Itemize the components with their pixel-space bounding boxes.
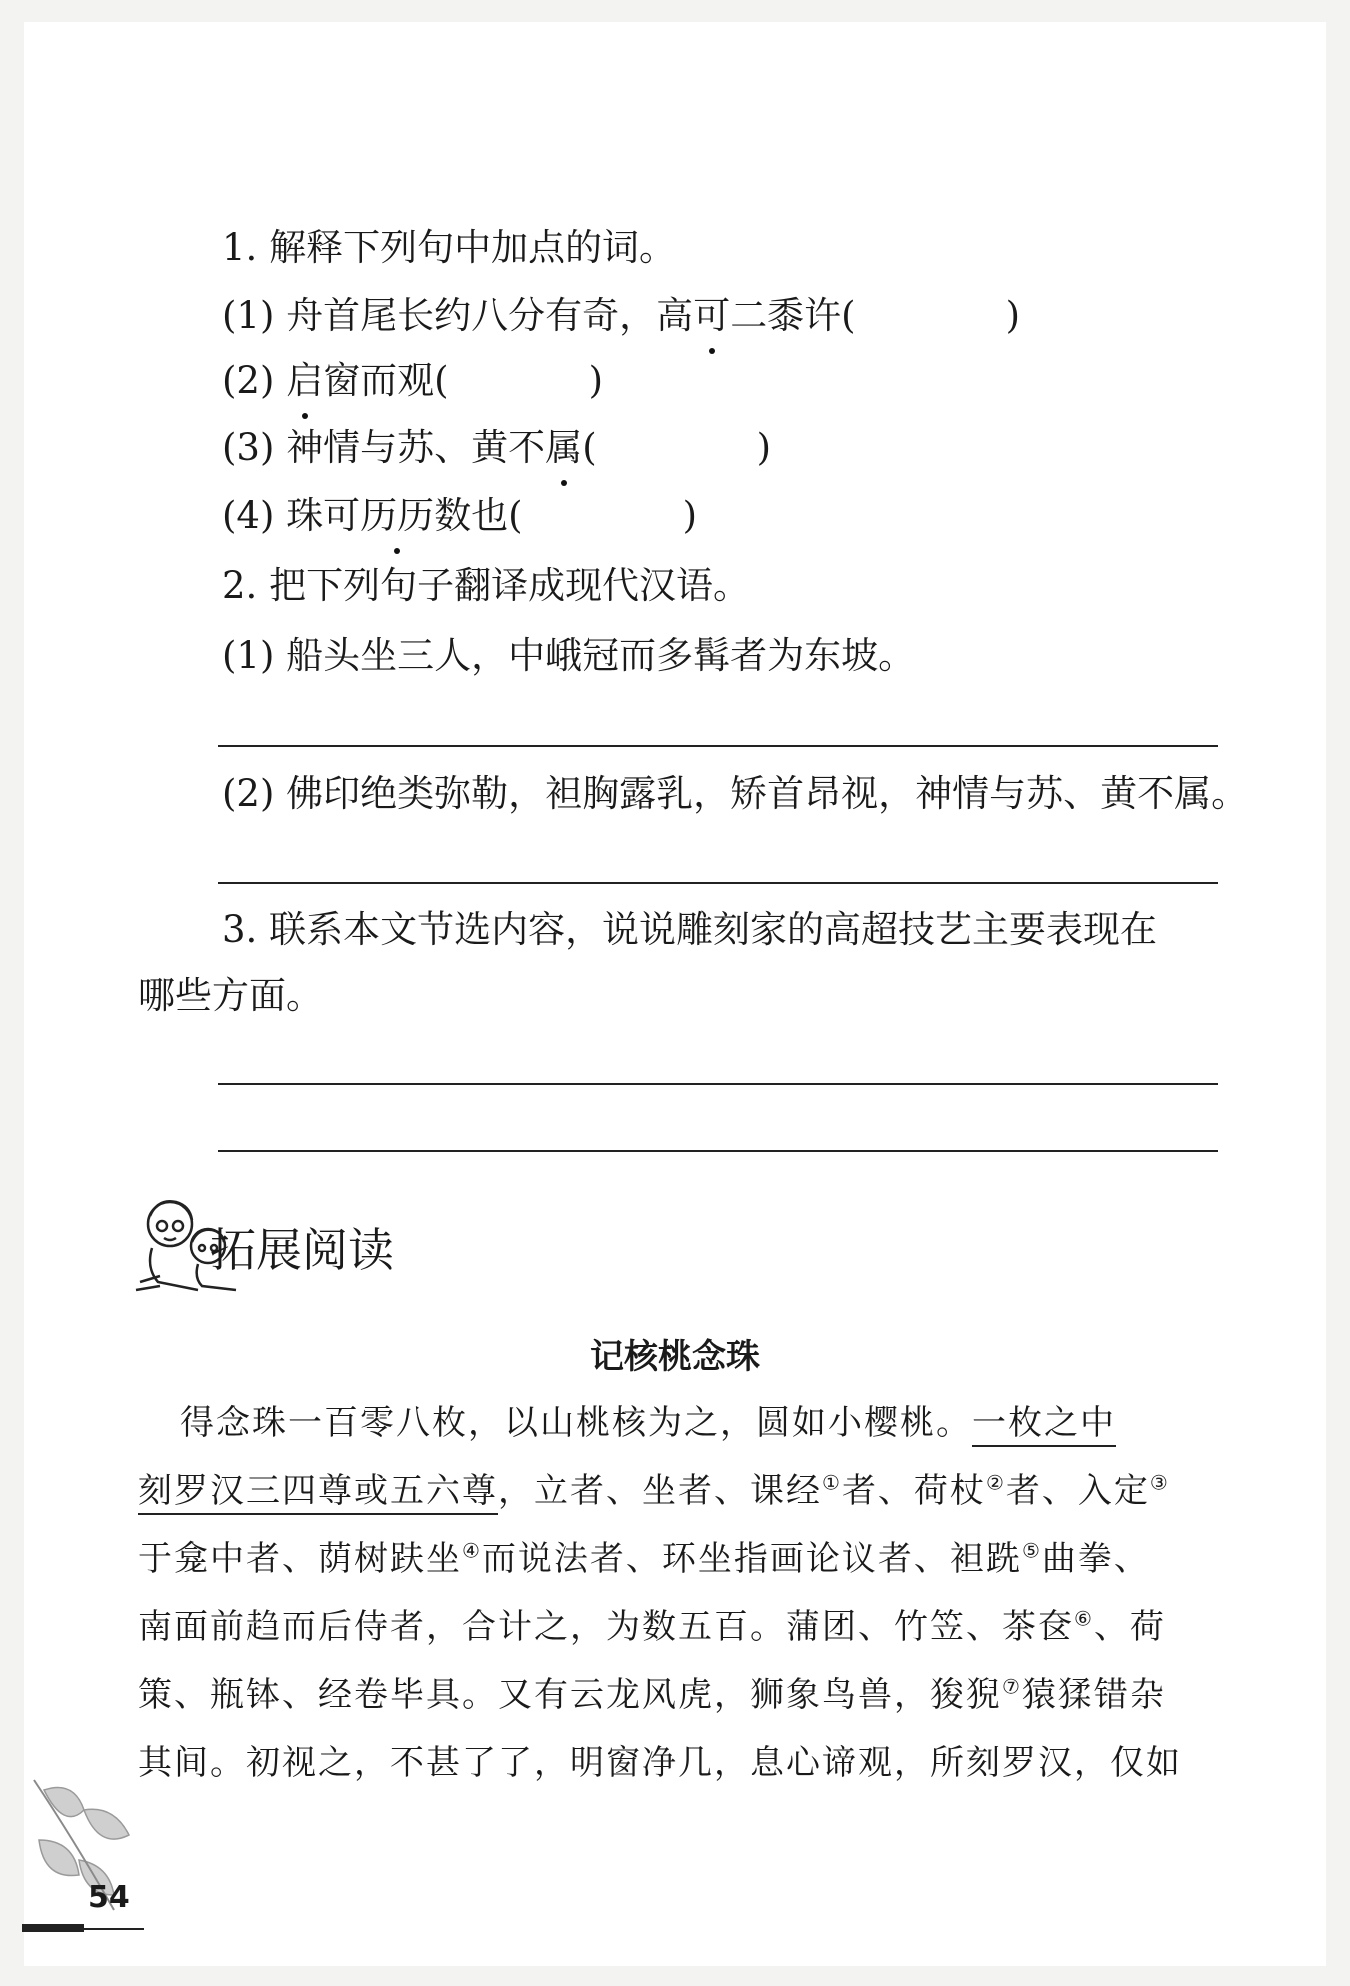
question-3-line-1: 3. 联系本文节选内容，说说雕刻家的高超技艺主要表现在	[222, 908, 1158, 951]
dotted-word: 属	[545, 422, 582, 474]
article-text: 而说法者、环坐指画论议者、袒跣	[481, 1539, 1022, 1579]
footnote-marker: ⑤	[1021, 1538, 1042, 1563]
underlined-text: 一枚之中	[972, 1403, 1116, 1447]
item-text-after: 窗而观(	[323, 359, 449, 402]
page-number-bar	[22, 1924, 84, 1932]
item-text-after: 二黍许(	[730, 294, 856, 337]
dotted-word: 启	[286, 355, 323, 407]
article-text: 于龛中者、荫树趺坐	[138, 1539, 462, 1579]
footnote-marker: ③	[1149, 1470, 1170, 1495]
item-number: (2)	[222, 359, 275, 402]
close-paren: )	[1005, 294, 1021, 337]
article-text: 者、荷杖	[841, 1471, 986, 1511]
question-3-line-2: 哪些方面。	[138, 974, 323, 1017]
close-paren: )	[682, 494, 698, 537]
article-text: 得念珠一百零八枚，以山桃核为之，圆如小樱桃。	[180, 1403, 972, 1443]
answer-line[interactable]	[218, 1150, 1218, 1152]
article-line	[138, 1534, 1218, 1584]
item-text-after: (	[582, 426, 597, 469]
article-text: 策、瓶钵、经卷毕具。又有云龙风虎，狮象鸟兽，狻猊	[138, 1675, 1002, 1715]
item-text: 神情与苏、黄不	[286, 426, 546, 469]
dotted-word: 历历	[360, 490, 434, 542]
item-number: (4)	[222, 494, 275, 537]
close-paren: )	[756, 426, 772, 469]
question-2-title: 2. 把下列句子翻译成现代汉语。	[222, 564, 751, 607]
article-text: 、荷	[1093, 1607, 1166, 1647]
item-text: 珠可	[286, 494, 361, 537]
article-line	[138, 1738, 1218, 1788]
article-text: 南面前趋而后侍者，合计之，为数五百。蒲团、竹笠、茶奁	[138, 1607, 1074, 1647]
answer-line[interactable]	[218, 882, 1218, 884]
article-text: 猿猱错杂	[1021, 1675, 1166, 1715]
question-1-item-3	[222, 422, 771, 474]
item-number: (3)	[222, 426, 275, 469]
article-text: 者、入定	[1005, 1471, 1150, 1511]
article-title: 记核桃念珠	[590, 1337, 760, 1377]
page-number: 54	[88, 1880, 130, 1915]
article-line	[138, 1670, 1218, 1720]
question-1-item-2	[222, 355, 603, 407]
answer-line[interactable]	[218, 1083, 1218, 1085]
article-text: ，立者、坐者、课经	[498, 1471, 822, 1511]
item-number: (1)	[222, 294, 275, 337]
answer-line[interactable]	[218, 745, 1218, 747]
page-number-rule	[84, 1928, 144, 1930]
question-1-title: 1. 解释下列句中加点的词。	[222, 226, 677, 269]
section-title: 拓展阅读	[210, 1223, 394, 1277]
close-paren: )	[588, 359, 604, 402]
question-2-sentence-1: (1) 船头坐三人，中峨冠而多髯者为东坡。	[222, 634, 916, 677]
article-text: 其间。初视之，不甚了了，明窗净几，息心谛观，所刻罗汉，仅如	[138, 1743, 1182, 1783]
footnote-marker: ⑦	[1002, 1674, 1022, 1699]
article-line	[138, 1602, 1218, 1652]
question-1-item-4	[222, 490, 697, 542]
question-1-item-1	[222, 290, 1020, 342]
item-text: 舟首尾长约八分有奇，高	[286, 294, 694, 337]
footnote-marker: ⑥	[1074, 1606, 1094, 1631]
article-line	[180, 1398, 1260, 1448]
underlined-text: 刻罗汉三四尊或五六尊	[138, 1471, 498, 1515]
article-text: 曲拳、	[1041, 1539, 1150, 1579]
footnote-marker: ②	[985, 1470, 1006, 1495]
item-text-after: 数也(	[434, 494, 523, 537]
article-line	[138, 1466, 1218, 1516]
question-2-sentence-2: (2) 佛印绝类弥勒，袒胸露乳，矫首昂视，神情与苏、黄不属。	[222, 772, 1249, 815]
footnote-marker: ①	[822, 1470, 842, 1495]
footnote-marker: ④	[462, 1538, 482, 1563]
dotted-word: 可	[693, 290, 730, 342]
